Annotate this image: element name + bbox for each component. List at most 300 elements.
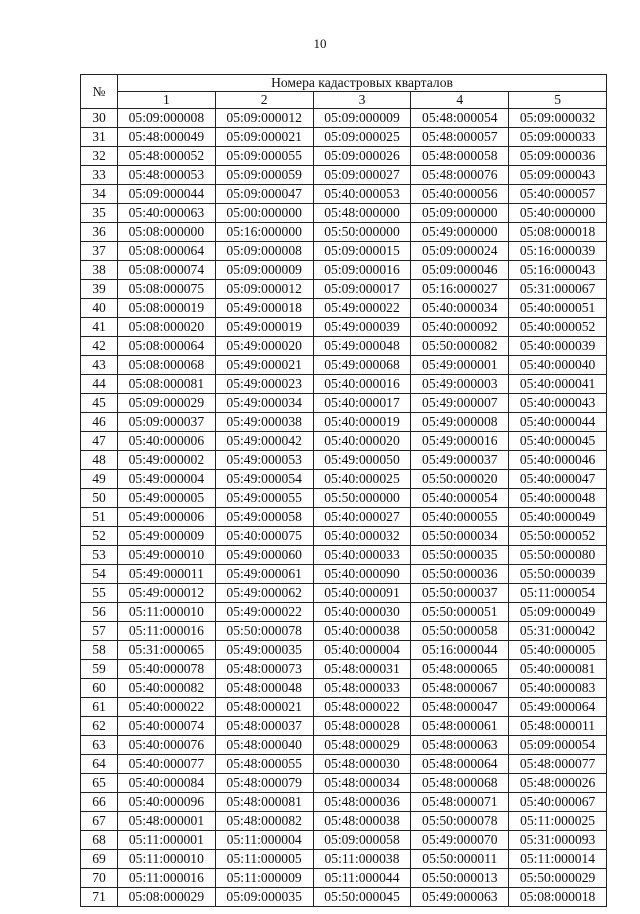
cadastral-number-cell: 05:09:000012 bbox=[215, 280, 313, 299]
row-number-cell: 65 bbox=[81, 774, 118, 793]
table-row bbox=[81, 166, 607, 185]
cadastral-number-cell: 05:49:000058 bbox=[215, 508, 313, 527]
cadastral-number-cell: 05:09:000036 bbox=[509, 147, 607, 166]
cadastral-number-cell: 05:48:000021 bbox=[215, 698, 313, 717]
table-row bbox=[81, 242, 607, 261]
cadastral-number-cell: 05:40:000083 bbox=[509, 679, 607, 698]
table-row bbox=[81, 204, 607, 223]
row-number-cell: 57 bbox=[81, 622, 118, 641]
table-row bbox=[81, 869, 607, 888]
cadastral-number-cell: 05:50:000029 bbox=[509, 869, 607, 888]
cadastral-number-cell: 05:50:000045 bbox=[313, 888, 411, 907]
table-row bbox=[81, 489, 607, 508]
cadastral-number-cell: 05:49:000008 bbox=[411, 413, 509, 432]
cadastral-number-cell: 05:09:000012 bbox=[215, 109, 313, 128]
table-row bbox=[81, 603, 607, 622]
table-row bbox=[81, 451, 607, 470]
cadastral-number-cell: 05:09:000025 bbox=[313, 128, 411, 147]
cadastral-number-cell: 05:49:000009 bbox=[118, 527, 216, 546]
cadastral-number-cell: 05:40:000020 bbox=[313, 432, 411, 451]
cadastral-number-cell: 05:09:000033 bbox=[509, 128, 607, 147]
table-row bbox=[81, 850, 607, 869]
column-header-2: 2 bbox=[215, 92, 313, 109]
cadastral-number-cell: 05:09:000059 bbox=[215, 166, 313, 185]
table-row bbox=[81, 888, 607, 907]
cadastral-number-cell: 05:48:000061 bbox=[411, 717, 509, 736]
cadastral-number-cell: 05:40:000027 bbox=[313, 508, 411, 527]
table-row bbox=[81, 185, 607, 204]
cadastral-number-cell: 05:11:000001 bbox=[118, 831, 216, 850]
cadastral-number-cell: 05:11:000044 bbox=[313, 869, 411, 888]
cadastral-number-cell: 05:09:000055 bbox=[215, 147, 313, 166]
table-row bbox=[81, 394, 607, 413]
table-row bbox=[81, 679, 607, 698]
number-column-header: № bbox=[81, 75, 118, 109]
cadastral-number-cell: 05:50:000058 bbox=[411, 622, 509, 641]
cadastral-number-cell: 05:49:000050 bbox=[313, 451, 411, 470]
cadastral-number-cell: 05:08:000000 bbox=[118, 223, 216, 242]
cadastral-number-cell: 05:49:000023 bbox=[215, 375, 313, 394]
cadastral-quarters-table bbox=[80, 74, 607, 907]
table-row bbox=[81, 546, 607, 565]
cadastral-number-cell: 05:11:000038 bbox=[313, 850, 411, 869]
cadastral-number-cell: 05:40:000044 bbox=[509, 413, 607, 432]
table-row bbox=[81, 831, 607, 850]
cadastral-number-cell: 05:48:000011 bbox=[509, 717, 607, 736]
cadastral-number-cell: 05:08:000029 bbox=[118, 888, 216, 907]
cadastral-number-cell: 05:11:000005 bbox=[215, 850, 313, 869]
cadastral-number-cell: 05:09:000009 bbox=[215, 261, 313, 280]
cadastral-number-cell: 05:48:000034 bbox=[313, 774, 411, 793]
cadastral-number-cell: 05:40:000019 bbox=[313, 413, 411, 432]
cadastral-number-cell: 05:40:000092 bbox=[411, 318, 509, 337]
cadastral-number-cell: 05:50:000036 bbox=[411, 565, 509, 584]
table-row bbox=[81, 717, 607, 736]
cadastral-number-cell: 05:49:000048 bbox=[313, 337, 411, 356]
table-row bbox=[81, 299, 607, 318]
cadastral-number-cell: 05:40:000067 bbox=[509, 793, 607, 812]
cadastral-number-cell: 05:48:000053 bbox=[118, 166, 216, 185]
cadastral-number-cell: 05:49:000063 bbox=[411, 888, 509, 907]
row-number-cell: 66 bbox=[81, 793, 118, 812]
cadastral-number-cell: 05:09:000035 bbox=[215, 888, 313, 907]
cadastral-number-cell: 05:49:000001 bbox=[411, 356, 509, 375]
table-header bbox=[81, 75, 607, 109]
table-row bbox=[81, 147, 607, 166]
cadastral-number-cell: 05:48:000055 bbox=[215, 755, 313, 774]
row-number-cell: 39 bbox=[81, 280, 118, 299]
row-number-cell: 49 bbox=[81, 470, 118, 489]
cadastral-number-cell: 05:40:000004 bbox=[313, 641, 411, 660]
row-number-cell: 53 bbox=[81, 546, 118, 565]
cadastral-number-cell: 05:48:000077 bbox=[509, 755, 607, 774]
cadastral-number-cell: 05:48:000000 bbox=[313, 204, 411, 223]
cadastral-number-cell: 05:08:000019 bbox=[118, 299, 216, 318]
row-number-cell: 41 bbox=[81, 318, 118, 337]
cadastral-number-cell: 05:48:000079 bbox=[215, 774, 313, 793]
cadastral-number-cell: 05:08:000075 bbox=[118, 280, 216, 299]
cadastral-number-cell: 05:40:000054 bbox=[411, 489, 509, 508]
cadastral-number-cell: 05:11:000025 bbox=[509, 812, 607, 831]
cadastral-number-cell: 05:09:000024 bbox=[411, 242, 509, 261]
cadastral-number-cell: 05:11:000010 bbox=[118, 603, 216, 622]
cadastral-number-cell: 05:49:000070 bbox=[411, 831, 509, 850]
cadastral-number-cell: 05:49:000021 bbox=[215, 356, 313, 375]
cadastral-number-cell: 05:49:000068 bbox=[313, 356, 411, 375]
cadastral-number-cell: 05:49:000055 bbox=[215, 489, 313, 508]
cadastral-number-cell: 05:11:000014 bbox=[509, 850, 607, 869]
cadastral-number-cell: 05:50:000078 bbox=[411, 812, 509, 831]
cadastral-number-cell: 05:49:000006 bbox=[118, 508, 216, 527]
cadastral-number-cell: 05:48:000038 bbox=[313, 812, 411, 831]
cadastral-number-cell: 05:11:000009 bbox=[215, 869, 313, 888]
cadastral-number-cell: 05:50:000000 bbox=[313, 489, 411, 508]
cadastral-number-cell: 05:48:000073 bbox=[215, 660, 313, 679]
cadastral-number-cell: 05:40:000082 bbox=[118, 679, 216, 698]
cadastral-number-cell: 05:40:000052 bbox=[509, 318, 607, 337]
cadastral-number-cell: 05:49:000005 bbox=[118, 489, 216, 508]
cadastral-number-cell: 05:50:000052 bbox=[509, 527, 607, 546]
cadastral-number-cell: 05:40:000056 bbox=[411, 185, 509, 204]
cadastral-number-cell: 05:48:000058 bbox=[411, 147, 509, 166]
row-number-cell: 59 bbox=[81, 660, 118, 679]
cadastral-number-cell: 05:48:000001 bbox=[118, 812, 216, 831]
cadastral-number-cell: 05:49:000007 bbox=[411, 394, 509, 413]
cadastral-number-cell: 05:40:000032 bbox=[313, 527, 411, 546]
row-number-cell: 45 bbox=[81, 394, 118, 413]
cadastral-number-cell: 05:49:000064 bbox=[509, 698, 607, 717]
table-row bbox=[81, 261, 607, 280]
row-number-cell: 47 bbox=[81, 432, 118, 451]
cadastral-number-cell: 05:50:000020 bbox=[411, 470, 509, 489]
cadastral-number-cell: 05:09:000015 bbox=[313, 242, 411, 261]
cadastral-number-cell: 05:49:000042 bbox=[215, 432, 313, 451]
row-number-cell: 30 bbox=[81, 109, 118, 128]
row-number-cell: 35 bbox=[81, 204, 118, 223]
cadastral-number-cell: 05:40:000046 bbox=[509, 451, 607, 470]
cadastral-number-cell: 05:40:000025 bbox=[313, 470, 411, 489]
cadastral-number-cell: 05:09:000044 bbox=[118, 185, 216, 204]
cadastral-number-cell: 05:09:000016 bbox=[313, 261, 411, 280]
cadastral-number-cell: 05:48:000030 bbox=[313, 755, 411, 774]
row-number-cell: 68 bbox=[81, 831, 118, 850]
cadastral-number-cell: 05:40:000040 bbox=[509, 356, 607, 375]
table-body bbox=[81, 109, 607, 907]
cadastral-number-cell: 05:09:000017 bbox=[313, 280, 411, 299]
row-number-cell: 60 bbox=[81, 679, 118, 698]
cadastral-number-cell: 05:48:000076 bbox=[411, 166, 509, 185]
table-row bbox=[81, 641, 607, 660]
cadastral-number-cell: 05:40:000041 bbox=[509, 375, 607, 394]
cadastral-number-cell: 05:08:000018 bbox=[509, 223, 607, 242]
cadastral-number-cell: 05:40:000055 bbox=[411, 508, 509, 527]
cadastral-number-cell: 05:09:000008 bbox=[215, 242, 313, 261]
cadastral-number-cell: 05:11:000004 bbox=[215, 831, 313, 850]
cadastral-number-cell: 05:48:000081 bbox=[215, 793, 313, 812]
cadastral-number-cell: 05:49:000038 bbox=[215, 413, 313, 432]
cadastral-number-cell: 05:09:000009 bbox=[313, 109, 411, 128]
cadastral-number-cell: 05:40:000034 bbox=[411, 299, 509, 318]
cadastral-number-cell: 05:09:000008 bbox=[118, 109, 216, 128]
cadastral-number-cell: 05:16:000039 bbox=[509, 242, 607, 261]
row-number-cell: 67 bbox=[81, 812, 118, 831]
cadastral-number-cell: 05:09:000047 bbox=[215, 185, 313, 204]
cadastral-number-cell: 05:40:000000 bbox=[509, 204, 607, 223]
cadastral-number-cell: 05:31:000093 bbox=[509, 831, 607, 850]
table-row bbox=[81, 565, 607, 584]
row-number-cell: 48 bbox=[81, 451, 118, 470]
cadastral-number-cell: 05:09:000043 bbox=[509, 166, 607, 185]
cadastral-number-cell: 05:50:000080 bbox=[509, 546, 607, 565]
column-header-5: 5 bbox=[509, 92, 607, 109]
cadastral-number-cell: 05:48:000064 bbox=[411, 755, 509, 774]
cadastral-number-cell: 05:49:000012 bbox=[118, 584, 216, 603]
table-row bbox=[81, 508, 607, 527]
cadastral-number-cell: 05:49:000053 bbox=[215, 451, 313, 470]
table-row bbox=[81, 318, 607, 337]
row-number-cell: 32 bbox=[81, 147, 118, 166]
column-header-1: 1 bbox=[118, 92, 216, 109]
cadastral-number-cell: 05:31:000042 bbox=[509, 622, 607, 641]
cadastral-number-cell: 05:48:000047 bbox=[411, 698, 509, 717]
table-row bbox=[81, 793, 607, 812]
cadastral-number-cell: 05:49:000010 bbox=[118, 546, 216, 565]
cadastral-number-cell: 05:16:000000 bbox=[215, 223, 313, 242]
cadastral-number-cell: 05:08:000018 bbox=[509, 888, 607, 907]
cadastral-number-cell: 05:49:000060 bbox=[215, 546, 313, 565]
cadastral-number-cell: 05:49:000034 bbox=[215, 394, 313, 413]
cadastral-number-cell: 05:40:000049 bbox=[509, 508, 607, 527]
table-row bbox=[81, 470, 607, 489]
cadastral-number-cell: 05:48:000068 bbox=[411, 774, 509, 793]
table-row bbox=[81, 109, 607, 128]
table-row bbox=[81, 432, 607, 451]
cadastral-number-cell: 05:11:000016 bbox=[118, 869, 216, 888]
cadastral-number-cell: 05:48:000052 bbox=[118, 147, 216, 166]
row-number-cell: 58 bbox=[81, 641, 118, 660]
cadastral-number-cell: 05:49:000016 bbox=[411, 432, 509, 451]
cadastral-number-cell: 05:40:000016 bbox=[313, 375, 411, 394]
cadastral-number-cell: 05:49:000000 bbox=[411, 223, 509, 242]
cadastral-number-cell: 05:48:000063 bbox=[411, 736, 509, 755]
row-number-cell: 51 bbox=[81, 508, 118, 527]
cadastral-number-cell: 05:40:000033 bbox=[313, 546, 411, 565]
cadastral-number-cell: 05:31:000067 bbox=[509, 280, 607, 299]
row-number-cell: 63 bbox=[81, 736, 118, 755]
cadastral-number-cell: 05:49:000037 bbox=[411, 451, 509, 470]
cadastral-number-cell: 05:09:000027 bbox=[313, 166, 411, 185]
cadastral-number-cell: 05:40:000039 bbox=[509, 337, 607, 356]
table-row bbox=[81, 755, 607, 774]
cadastral-number-cell: 05:48:000026 bbox=[509, 774, 607, 793]
row-number-cell: 43 bbox=[81, 356, 118, 375]
cadastral-number-cell: 05:11:000016 bbox=[118, 622, 216, 641]
row-number-cell: 42 bbox=[81, 337, 118, 356]
table-row bbox=[81, 584, 607, 603]
row-number-cell: 34 bbox=[81, 185, 118, 204]
cadastral-number-cell: 05:50:000034 bbox=[411, 527, 509, 546]
row-number-cell: 40 bbox=[81, 299, 118, 318]
cadastral-number-cell: 05:48:000029 bbox=[313, 736, 411, 755]
cadastral-number-cell: 05:40:000053 bbox=[313, 185, 411, 204]
cadastral-number-cell: 05:40:000006 bbox=[118, 432, 216, 451]
cadastral-number-cell: 05:40:000030 bbox=[313, 603, 411, 622]
cadastral-number-cell: 05:40:000076 bbox=[118, 736, 216, 755]
cadastral-number-cell: 05:40:000057 bbox=[509, 185, 607, 204]
cadastral-number-cell: 05:09:000000 bbox=[411, 204, 509, 223]
cadastral-number-cell: 05:49:000018 bbox=[215, 299, 313, 318]
cadastral-number-cell: 05:50:000011 bbox=[411, 850, 509, 869]
cadastral-number-cell: 05:49:000002 bbox=[118, 451, 216, 470]
cadastral-number-cell: 05:50:000000 bbox=[313, 223, 411, 242]
table-row bbox=[81, 527, 607, 546]
cadastral-number-cell: 05:48:000036 bbox=[313, 793, 411, 812]
table-row bbox=[81, 375, 607, 394]
row-number-cell: 62 bbox=[81, 717, 118, 736]
cadastral-number-cell: 05:48:000082 bbox=[215, 812, 313, 831]
cadastral-number-cell: 05:50:000051 bbox=[411, 603, 509, 622]
cadastral-number-cell: 05:40:000081 bbox=[509, 660, 607, 679]
cadastral-number-cell: 05:40:000022 bbox=[118, 698, 216, 717]
table-row bbox=[81, 223, 607, 242]
cadastral-number-cell: 05:40:000048 bbox=[509, 489, 607, 508]
table-row bbox=[81, 128, 607, 147]
cadastral-number-cell: 05:40:000078 bbox=[118, 660, 216, 679]
cadastral-number-cell: 05:08:000074 bbox=[118, 261, 216, 280]
row-number-cell: 52 bbox=[81, 527, 118, 546]
cadastral-number-cell: 05:09:000021 bbox=[215, 128, 313, 147]
cadastral-number-cell: 05:48:000028 bbox=[313, 717, 411, 736]
cadastral-number-cell: 05:40:000051 bbox=[509, 299, 607, 318]
cadastral-number-cell: 05:16:000043 bbox=[509, 261, 607, 280]
table-row bbox=[81, 698, 607, 717]
group-header: Номера кадастровых кварталов bbox=[118, 75, 607, 92]
cadastral-number-cell: 05:49:000003 bbox=[411, 375, 509, 394]
cadastral-number-cell: 05:50:000035 bbox=[411, 546, 509, 565]
cadastral-number-cell: 05:50:000082 bbox=[411, 337, 509, 356]
cadastral-number-cell: 05:49:000019 bbox=[215, 318, 313, 337]
cadastral-number-cell: 05:50:000039 bbox=[509, 565, 607, 584]
cadastral-number-cell: 05:40:000096 bbox=[118, 793, 216, 812]
cadastral-number-cell: 05:11:000054 bbox=[509, 584, 607, 603]
cadastral-number-cell: 05:48:000033 bbox=[313, 679, 411, 698]
table-row bbox=[81, 736, 607, 755]
cadastral-number-cell: 05:40:000038 bbox=[313, 622, 411, 641]
cadastral-number-cell: 05:40:000017 bbox=[313, 394, 411, 413]
row-number-cell: 54 bbox=[81, 565, 118, 584]
row-number-cell: 56 bbox=[81, 603, 118, 622]
cadastral-number-cell: 05:50:000013 bbox=[411, 869, 509, 888]
cadastral-number-cell: 05:48:000049 bbox=[118, 128, 216, 147]
cadastral-number-cell: 05:09:000037 bbox=[118, 413, 216, 432]
table-row bbox=[81, 337, 607, 356]
row-number-cell: 61 bbox=[81, 698, 118, 717]
cadastral-number-cell: 05:48:000022 bbox=[313, 698, 411, 717]
table-row bbox=[81, 413, 607, 432]
cadastral-number-cell: 05:09:000032 bbox=[509, 109, 607, 128]
table-row bbox=[81, 660, 607, 679]
table-row bbox=[81, 356, 607, 375]
cadastral-number-cell: 05:49:000035 bbox=[215, 641, 313, 660]
cadastral-number-cell: 05:08:000020 bbox=[118, 318, 216, 337]
row-number-cell: 50 bbox=[81, 489, 118, 508]
cadastral-number-cell: 05:08:000068 bbox=[118, 356, 216, 375]
row-number-cell: 36 bbox=[81, 223, 118, 242]
cadastral-number-cell: 05:49:000020 bbox=[215, 337, 313, 356]
cadastral-number-cell: 05:11:000010 bbox=[118, 850, 216, 869]
cadastral-number-cell: 05:09:000026 bbox=[313, 147, 411, 166]
table-row bbox=[81, 774, 607, 793]
cadastral-number-cell: 05:40:000091 bbox=[313, 584, 411, 603]
row-number-cell: 70 bbox=[81, 869, 118, 888]
cadastral-number-cell: 05:40:000047 bbox=[509, 470, 607, 489]
row-number-cell: 64 bbox=[81, 755, 118, 774]
cadastral-number-cell: 05:09:000049 bbox=[509, 603, 607, 622]
row-number-cell: 33 bbox=[81, 166, 118, 185]
row-number-cell: 69 bbox=[81, 850, 118, 869]
row-number-cell: 55 bbox=[81, 584, 118, 603]
cadastral-number-cell: 05:48:000067 bbox=[411, 679, 509, 698]
cadastral-number-cell: 05:49:000022 bbox=[215, 603, 313, 622]
cadastral-number-cell: 05:48:000057 bbox=[411, 128, 509, 147]
page-number: 10 bbox=[313, 36, 327, 51]
cadastral-number-cell: 05:48:000040 bbox=[215, 736, 313, 755]
cadastral-number-cell: 05:49:000039 bbox=[313, 318, 411, 337]
cadastral-number-cell: 05:48:000048 bbox=[215, 679, 313, 698]
cadastral-number-cell: 05:40:000090 bbox=[313, 565, 411, 584]
cadastral-number-cell: 05:09:000029 bbox=[118, 394, 216, 413]
column-header-3: 3 bbox=[313, 92, 411, 109]
row-number-cell: 71 bbox=[81, 888, 118, 907]
cadastral-number-cell: 05:40:000045 bbox=[509, 432, 607, 451]
cadastral-number-cell: 05:40:000075 bbox=[215, 527, 313, 546]
cadastral-number-cell: 05:31:000065 bbox=[118, 641, 216, 660]
table-row bbox=[81, 812, 607, 831]
table-row bbox=[81, 622, 607, 641]
cadastral-number-cell: 05:40:000005 bbox=[509, 641, 607, 660]
cadastral-number-cell: 05:49:000061 bbox=[215, 565, 313, 584]
cadastral-number-cell: 05:08:000081 bbox=[118, 375, 216, 394]
cadastral-number-cell: 05:49:000004 bbox=[118, 470, 216, 489]
cadastral-number-cell: 05:40:000063 bbox=[118, 204, 216, 223]
cadastral-number-cell: 05:48:000071 bbox=[411, 793, 509, 812]
cadastral-number-cell: 05:40:000077 bbox=[118, 755, 216, 774]
cadastral-number-cell: 05:09:000054 bbox=[509, 736, 607, 755]
cadastral-number-cell: 05:40:000074 bbox=[118, 717, 216, 736]
cadastral-number-cell: 05:16:000027 bbox=[411, 280, 509, 299]
row-number-cell: 37 bbox=[81, 242, 118, 261]
row-number-cell: 31 bbox=[81, 128, 118, 147]
cadastral-number-cell: 05:49:000062 bbox=[215, 584, 313, 603]
cadastral-number-cell: 05:48:000031 bbox=[313, 660, 411, 679]
cadastral-number-cell: 05:50:000078 bbox=[215, 622, 313, 641]
cadastral-number-cell: 05:08:000064 bbox=[118, 337, 216, 356]
cadastral-number-cell: 05:00:000000 bbox=[215, 204, 313, 223]
row-number-cell: 46 bbox=[81, 413, 118, 432]
cadastral-number-cell: 05:40:000084 bbox=[118, 774, 216, 793]
cadastral-number-cell: 05:50:000037 bbox=[411, 584, 509, 603]
row-number-cell: 44 bbox=[81, 375, 118, 394]
cadastral-number-cell: 05:48:000037 bbox=[215, 717, 313, 736]
cadastral-number-cell: 05:49:000054 bbox=[215, 470, 313, 489]
cadastral-number-cell: 05:49:000011 bbox=[118, 565, 216, 584]
cadastral-number-cell: 05:08:000064 bbox=[118, 242, 216, 261]
cadastral-number-cell: 05:48:000054 bbox=[411, 109, 509, 128]
cadastral-number-cell: 05:16:000044 bbox=[411, 641, 509, 660]
cadastral-number-cell: 05:09:000058 bbox=[313, 831, 411, 850]
cadastral-number-cell: 05:09:000046 bbox=[411, 261, 509, 280]
cadastral-number-cell: 05:49:000022 bbox=[313, 299, 411, 318]
